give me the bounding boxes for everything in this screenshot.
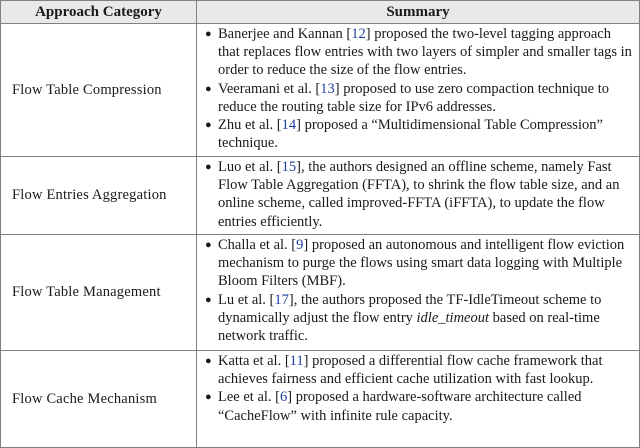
bullet-icon: ●: [205, 239, 212, 251]
table-row: [1, 157, 639, 235]
header-summary: Summary: [386, 4, 450, 20]
bullet-icon: ●: [205, 82, 212, 95]
bullet-icon: ●: [205, 161, 212, 173]
citation-link[interactable]: 17: [274, 291, 289, 308]
summary-item: ● Lee et al. [6] proposed a hardware-software architecture called “CacheFlow” with infinite rule capacity.: [205, 389, 582, 424]
bullet-icon: ●: [205, 391, 212, 404]
citation-link[interactable]: 14: [281, 117, 297, 134]
bullet-icon: ●: [205, 355, 212, 367]
citation-link[interactable]: 13: [320, 80, 335, 97]
citation-link[interactable]: 9: [296, 237, 304, 253]
citation-link[interactable]: 15: [281, 159, 297, 175]
header-approach-category: Approach Category: [35, 4, 162, 20]
summary-item: ● Banerjee and Kannan [12] proposed the two-level tagging approach that replaces flow entries with two layers of simpler and smaller tags in order to reduce the size of the flow entries.: [205, 26, 632, 79]
bullet-icon: ●: [205, 293, 212, 306]
category-cell: Flow Table Management: [12, 284, 161, 300]
table-row: [1, 351, 639, 447]
category-cell: Flow Cache Mechanism: [12, 390, 157, 407]
citation-link[interactable]: 12: [351, 26, 366, 42]
bullet-icon: ●: [205, 119, 212, 132]
category-cell: Flow Entries Aggregation: [12, 187, 167, 203]
column-divider: [196, 1, 197, 447]
summary-cell: [197, 158, 639, 231]
table-row: [1, 24, 639, 157]
bullet-icon: ●: [205, 28, 212, 40]
summary-cell: [197, 25, 639, 152]
summary-item: ● Zhu et al. [14] proposed a “Multidimensional Table Compression” technique.: [205, 117, 603, 152]
table-row: [1, 235, 639, 351]
citation-link[interactable]: 11: [289, 353, 304, 369]
summary-item: ● Luo et al. [15], the authors designed an offline scheme, namely Fast Flow Table Aggregation (FFTA), to shrink the flow table size, and an online scheme, called improved-FFTA (iFFTA), to update the flow entries efficiently.: [205, 159, 620, 230]
summary-item: ● Veeramani et al. [13] proposed to use zero compaction technique to reduce the routing table size for IPv6 addresses.: [205, 80, 609, 115]
citation-link[interactable]: 6: [280, 389, 288, 406]
summary-cell: [197, 236, 639, 345]
summary-cell: [197, 352, 639, 425]
summary-item: ● Challa et al. [9] proposed an autonomous and intelligent flow eviction mechanism to purge the flows using smart data logging with Multiple Bloom Filters (MBF).: [205, 237, 625, 290]
category-cell: Flow Table Compression: [12, 81, 162, 98]
table-header: [1, 1, 639, 24]
summary-item: ● Katta et al. [11] proposed a differential flow cache framework that achieves fairness and efficient cache utilization with fast lookup.: [205, 353, 603, 388]
summary-item: ● Lu et al. [17], the authors proposed the TF-IdleTimeout scheme to dynamically adjust the flow entry idle_timeout based on real-time network traffic.: [205, 291, 602, 345]
